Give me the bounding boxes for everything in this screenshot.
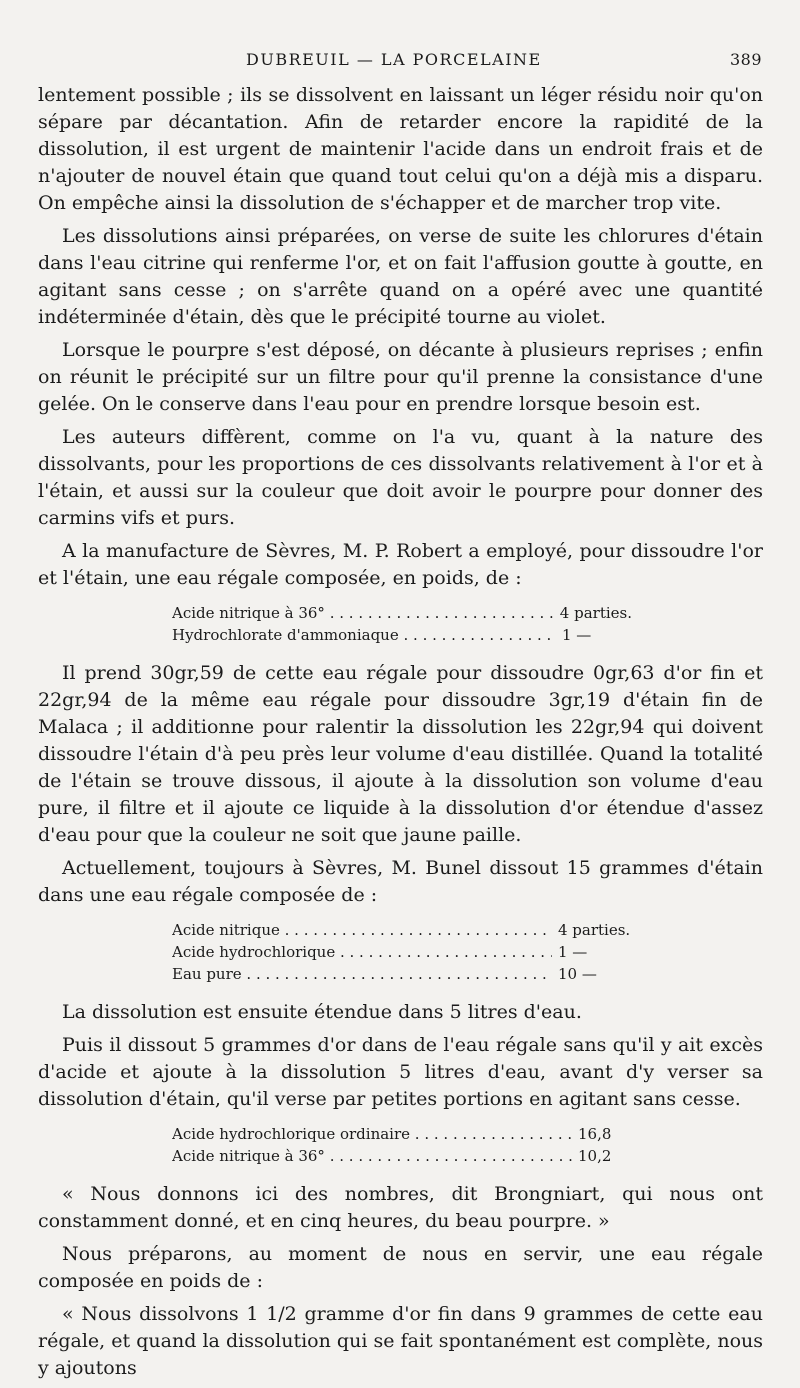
paragraph: Les auteurs diffèrent, comme on l'a vu, quant à la nature des dissolvants, pour les proportions de ces dissolvants relativement à l'or et à l'étain, et aussi sur la couleur que doit avoir le pourpre pour donner des carmins vifs et purs. xyxy=(38,426,763,529)
paragraph: La dissolution est ensuite étendue dans 5 litres d'eau. xyxy=(62,1001,582,1023)
ingredient-quantity: 1 — xyxy=(562,626,592,644)
recipe-bunel xyxy=(172,919,642,985)
ingredient-quantity: 4 parties. xyxy=(558,921,631,939)
recipe-row xyxy=(172,1123,632,1145)
recipe-robert xyxy=(172,602,632,646)
running-header xyxy=(0,50,800,74)
recipe-row xyxy=(172,941,642,963)
paragraph: « Nous dissolvons 1 1/2 gramme d'or fin dans 9 grammes de cette eau régale, et quand la dissolution qui se fait spontanément est complète, nous y ajoutons xyxy=(38,1303,763,1379)
ingredient-name: Acide hydrochlorique ordinaire . . . xyxy=(172,1123,572,1145)
recipe-row xyxy=(172,602,632,624)
ingredient-name: Hydrochlorate d'ammoniaque . . . xyxy=(172,624,556,646)
page-body xyxy=(38,82,763,1388)
paragraph: Les dissolutions ainsi préparées, on verse de suite les chlorures d'étain dans l'eau citrine qui renferme l'or, et on fait l'affusion goutte à goutte, en agitant sans cesse ; on s'arrête quand on a opéré avec une quantité indéterminée d'étain, dès que le précipité tourne au violet. xyxy=(38,225,763,328)
ingredient-name: Acide nitrique à 36° . . . xyxy=(172,602,554,624)
paragraph: lentement possible ; ils se dissolvent en laissant un léger résidu noir qu'on sépare par décantation. Afin de retarder encore la rapidité de la dissolution, il est urgent de maintenir l'acide dans un endroit frais et de n'ajouter de nouvel étain que quand tout celui qu'on a déjà mis a disparu. On empêche ainsi la dissolution de s'échapper et de marcher trop vite. xyxy=(38,84,763,214)
paragraph: Nous préparons, au moment de nous en servir, une eau régale composée en poids de : xyxy=(38,1243,763,1292)
ingredient-quantity: 10,2 xyxy=(578,1147,612,1165)
paragraph: Actuellement, toujours à Sèvres, M. Bunel dissout 15 grammes d'étain dans une eau régale composée de : xyxy=(38,857,763,906)
ingredient-name: Acide hydrochlorique . . . xyxy=(172,941,552,963)
paragraph: A la manufacture de Sèvres, M. P. Robert a employé, pour dissoudre l'or et l'étain, une eau régale composée, en poids, de : xyxy=(38,540,763,589)
ingredient-name: Eau pure . . . xyxy=(172,963,552,985)
recipe-row xyxy=(172,1145,632,1167)
page-number: 389 xyxy=(729,50,762,69)
paragraph: Puis il dissout 5 grammes d'or dans de l'eau régale sans qu'il y ait excès d'acide et ajoute à la dissolution 5 litres d'eau, avant d'y verser sa dissolution d'étain, qu'il verse par petites portions en agitant sans cesse. xyxy=(38,1034,763,1110)
paragraph: Lorsque le pourpre s'est déposé, on décante à plusieurs reprises ; enfin on réunit le précipité sur un filtre pour qu'il prenne la consistance d'une gelée. On le conserve dans l'eau pour en prendre lorsque besoin est. xyxy=(38,339,763,415)
ingredient-name: Acide nitrique . . . xyxy=(172,919,552,941)
running-title: DUBREUIL — LA PORCELAINE xyxy=(246,50,542,69)
recipe-brongniart xyxy=(172,1123,632,1167)
ingredient-quantity: 16,8 xyxy=(578,1125,612,1143)
ingredient-quantity: 10 — xyxy=(558,965,597,983)
ingredient-quantity: 1 — xyxy=(558,943,588,961)
ingredient-name: Acide nitrique à 36° . . . xyxy=(172,1145,572,1167)
paragraph: « Nous donnons ici des nombres, dit Brongniart, qui nous ont constamment donné, et en cinq heures, du beau pourpre. » xyxy=(38,1183,763,1232)
recipe-row xyxy=(172,624,632,646)
ingredient-quantity: 4 parties. xyxy=(559,604,632,622)
paragraph: Il prend 30gr,59 de cette eau régale pour dissoudre 0gr,63 d'or fin et 22gr,94 de la même eau régale pour dissoudre 3gr,19 d'étain fin de Malaca ; il additionne pour ralentir la dissolution les 22gr,94 qui doivent dissoudre l'étain d'à peu près leur volume d'eau distillée. Quand la totalité de l'étain se trouve dissous, il ajoute à la dissolution son volume d'eau pure, il filtre et il ajoute ce liquide à la dissolution d'or étendue d'assez d'eau pour que la couleur ne soit que jaune paille. xyxy=(38,662,763,846)
recipe-row xyxy=(172,919,642,941)
recipe-row xyxy=(172,963,642,985)
